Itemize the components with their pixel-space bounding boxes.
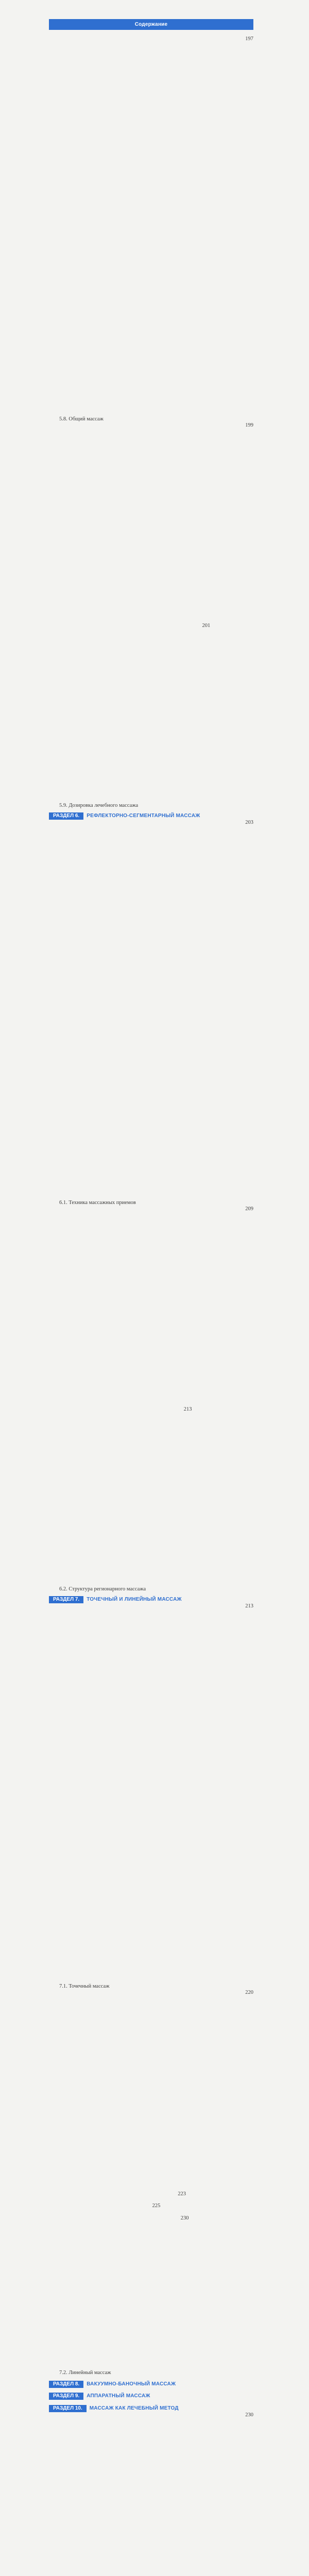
- contents-title: Содержание: [135, 22, 168, 27]
- entry-page: 197: [106, 36, 253, 422]
- section-page: 225: [152, 2203, 253, 2576]
- entry-title: 5.9. Дозировка лечебного массажа: [59, 803, 138, 809]
- section-title: МАССАЖ КАК ЛЕЧЕБНЫЙ МЕТОД: [90, 2405, 179, 2411]
- section-badge: РАЗДЕЛ 9.: [49, 2393, 83, 2400]
- section-title: АППАРАТНЫЙ МАССАЖ: [87, 2393, 150, 2399]
- entry-title: 5.8. Общий массаж: [59, 416, 104, 422]
- table-of-contents: [49, 36, 253, 2576]
- entry-title: 7.2. Линейный массаж: [59, 2370, 111, 2376]
- toc-entry[interactable]: [49, 2412, 253, 2576]
- section-badge: РАЗДЕЛ 10.: [49, 2405, 87, 2412]
- entry-title: 6.2. Структура регионарного массажа: [59, 1586, 146, 1592]
- section-page: 223: [178, 2191, 253, 2576]
- section-badge: РАЗДЕЛ 6.: [49, 812, 83, 820]
- section-title: ВАКУУМНО-БАНОЧНЫЙ МАССАЖ: [87, 2381, 176, 2387]
- entry-page: 203: [138, 820, 253, 1206]
- entry-page: 230: [204, 2412, 253, 2576]
- section-page: 213: [184, 1406, 253, 1793]
- entry-page: 199: [140, 422, 253, 809]
- entry-page: 209: [148, 1206, 253, 1592]
- section-page: 230: [181, 2215, 253, 2576]
- toc-entry[interactable]: [49, 1603, 253, 1990]
- section-title: РЕФЛЕКТОРНО-СЕГМЕНТАРНЫЙ МАССАЖ: [87, 813, 200, 819]
- toc-entry[interactable]: [49, 820, 253, 1206]
- section-heading[interactable]: [49, 812, 253, 820]
- toc-entry[interactable]: [49, 36, 253, 422]
- entry-title: 7.1. Точечный массаж: [59, 1984, 109, 1990]
- section-page: 201: [202, 623, 253, 1009]
- entry-page: 213: [111, 1603, 253, 1990]
- entry-title: 6.1. Техника массажных приемов: [59, 1200, 136, 1206]
- section-badge: РАЗДЕЛ 8.: [49, 2381, 83, 2388]
- section-heading[interactable]: [49, 2404, 253, 2412]
- section-title: ТОЧЕЧНЫЙ И ЛИНЕЙНЫЙ МАССАЖ: [87, 1597, 182, 1602]
- section-heading[interactable]: [49, 1596, 253, 1603]
- entry-page: 220: [113, 1990, 253, 2376]
- section-badge: РАЗДЕЛ 7.: [49, 1596, 83, 1603]
- book-page: [0, 0, 309, 386]
- contents-header: [49, 19, 253, 30]
